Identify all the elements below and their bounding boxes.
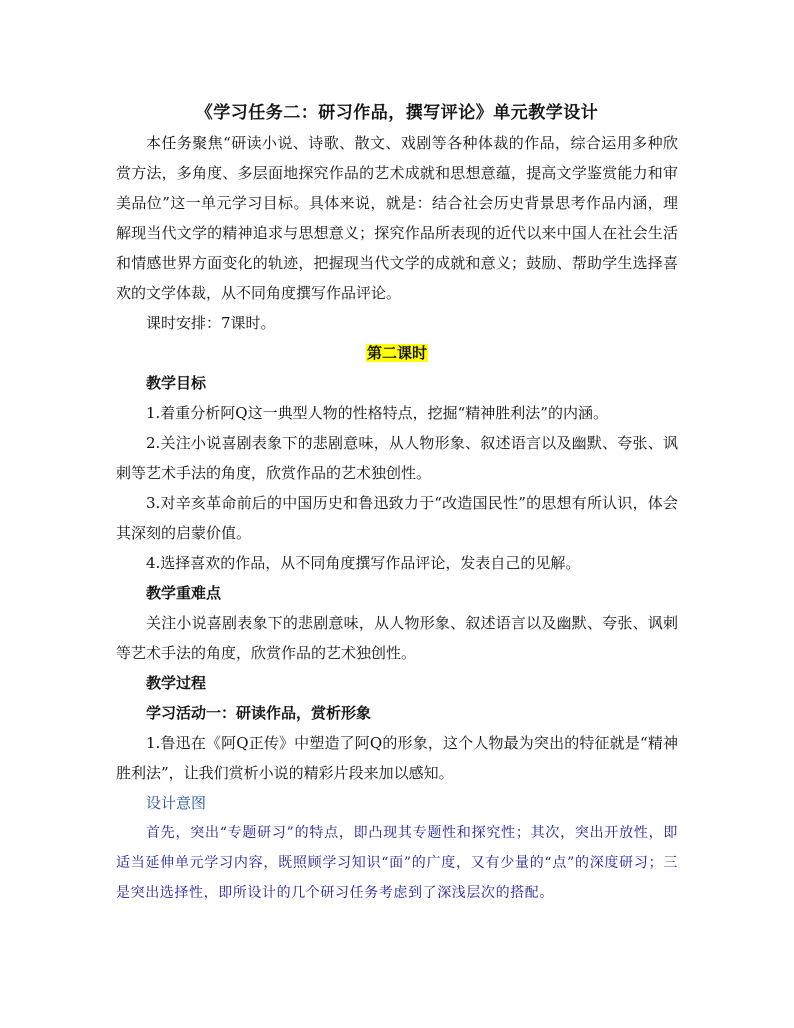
lesson-label-row bbox=[116, 338, 678, 368]
key-points-text: 关注小说喜剧表象下的悲剧意味，从人物形象、叙述语言以及幽默、夸张、讽刺等艺术手法的角度，欣赏作品的艺术独创性。 bbox=[116, 614, 678, 662]
document-title: 《学习任务二：研习作品，撰写评论》单元教学设计 bbox=[195, 103, 599, 123]
activity-text: 1.鲁迅在《阿Q正传》中塑造了阿Q的形象，这个人物最为突出的特征就是“精神胜利法”，让我们赏析小说的精彩片段来加以感知。 bbox=[116, 734, 678, 782]
design-intent-heading: 设计意图 bbox=[146, 794, 207, 812]
design-intent-text: 首先，突出“专题研习”的特点，即凸现其专题性和探究性；其次，突出开放性，即适当延伸单元学习内容，既照顾学习知识“面”的广度，又有少量的“点”的深度研习；三是突出选择性，即所设计的几个研习任务考虑到了深浅层次的搭配。 bbox=[116, 825, 678, 901]
lesson-label: 第二课时 bbox=[366, 344, 427, 362]
schedule-line: 课时安排：7课时。 bbox=[146, 314, 276, 332]
objectives-heading: 教学目标 bbox=[146, 374, 207, 392]
objective-item: 4.选择喜欢的作品，从不同角度撰写作品评论，发表自己的见解。 bbox=[146, 554, 581, 572]
document-page bbox=[116, 98, 678, 908]
process-heading: 教学过程 bbox=[146, 674, 207, 692]
activity-heading: 学习活动一：研读作品，赏析形象 bbox=[146, 704, 372, 722]
objective-item: 1.着重分析阿Q这一典型人物的性格特点，挖掘“精神胜利法”的内涵。 bbox=[146, 404, 608, 422]
objective-item: 3.对辛亥革命前后的中国历史和鲁迅致力于“改造国民性”的思想有所认识，体会其深刻的启蒙价值。 bbox=[116, 494, 678, 542]
intro-paragraph: 本任务聚焦“研读小说、诗歌、散文、戏剧等各种体裁的作品，综合运用多种欣赏方法，多角度、多层面地探究作品的艺术成就和思想意蕴，提高文学鉴赏能力和审美品位”这一单元学习目标。具体来说，就是：结合社会历史背景思考作品内涵，理解现当代文学的精神追求与思想意义；探究作品所表现的近代以来中国人在社会生活和情感世界方面变化的轨迹，把握现当代文学的成就和意义；鼓励、帮助学生选择喜欢的文学体裁，从不同角度撰写作品评论。 bbox=[116, 134, 678, 302]
key-points-heading: 教学重难点 bbox=[146, 584, 222, 602]
objective-item: 2.关注小说喜剧表象下的悲剧意味，从人物形象、叙述语言以及幽默、夸张、讽刺等艺术手法的角度，欣赏作品的艺术独创性。 bbox=[116, 434, 678, 482]
